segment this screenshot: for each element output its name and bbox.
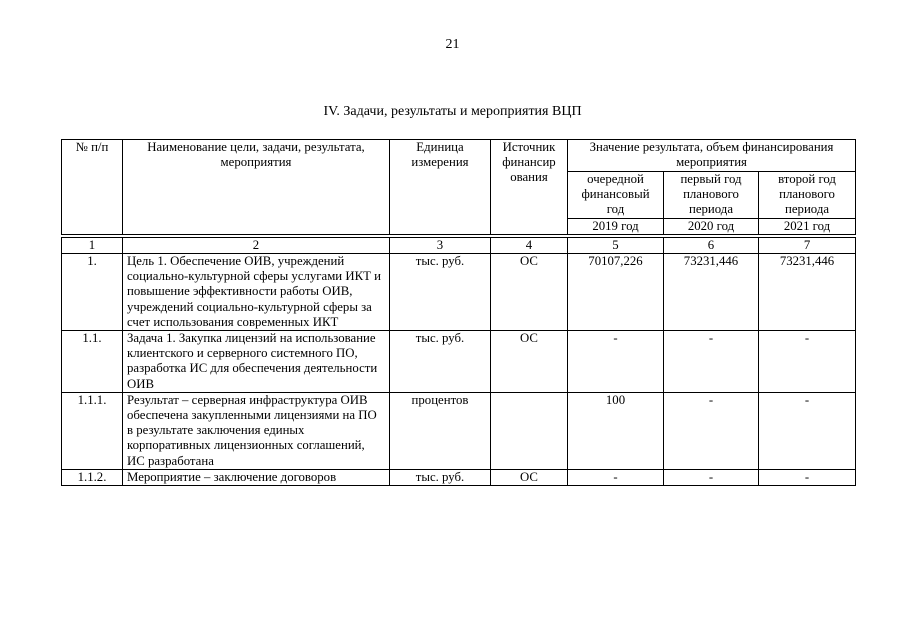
column-number: 3: [390, 237, 491, 253]
row-value-2020: -: [664, 392, 759, 469]
row-name: Цель 1. Обеспечение ОИВ, учреждений социально-культурной сферы услугами ИКТ и повышение эффективности работы ОИВ, учреждений социально-культурной сферы за счет использования современных ИКТ: [123, 254, 390, 331]
row-unit: процентов: [390, 392, 491, 469]
row-source: [491, 392, 568, 469]
header-year-1: 2019 год: [568, 218, 664, 234]
column-number: 4: [491, 237, 568, 253]
column-number: 5: [568, 237, 664, 253]
header-name: Наименование цели, задачи, результата, мероприятия: [123, 140, 390, 235]
row-value-2020: -: [664, 469, 759, 485]
row-num: 1.1.: [62, 331, 123, 393]
row-unit: тыс. руб.: [390, 469, 491, 485]
row-unit: тыс. руб.: [390, 254, 491, 331]
table-row: [62, 469, 856, 485]
column-number: 7: [759, 237, 856, 253]
row-value-2021: -: [759, 469, 856, 485]
row-source: ОС: [491, 331, 568, 393]
tasks-table: [61, 139, 856, 486]
row-value-2021: -: [759, 392, 856, 469]
page-number: 21: [445, 37, 460, 52]
row-value-2020: -: [664, 331, 759, 393]
row-value-2020: 73231,446: [664, 254, 759, 331]
row-value-2019: 70107,226: [568, 254, 664, 331]
table-row: [62, 392, 856, 469]
row-source: ОС: [491, 254, 568, 331]
column-number: 2: [123, 237, 390, 253]
header-period-3: второй год планового периода: [759, 172, 856, 219]
row-value-2019: 100: [568, 392, 664, 469]
header-num: № п/п: [62, 140, 123, 235]
row-num: 1.: [62, 254, 123, 331]
header-unit: Единица измерения: [390, 140, 491, 235]
column-number: 6: [664, 237, 759, 253]
header-source: Источник финансир ования: [491, 140, 568, 235]
row-value-2019: -: [568, 469, 664, 485]
header-row-1: [62, 140, 856, 172]
row-value-2019: -: [568, 331, 664, 393]
table-row: [62, 331, 856, 393]
row-num: 1.1.1.: [62, 392, 123, 469]
row-source: ОС: [491, 469, 568, 485]
row-name: Мероприятие – заключение договоров: [123, 469, 390, 485]
header-period-1: очередной финансовый год: [568, 172, 664, 219]
row-unit: тыс. руб.: [390, 331, 491, 393]
section-title: IV. Задачи, результаты и мероприятия ВЦП: [323, 104, 582, 119]
row-name: Задача 1. Закупка лицензий на использование клиентского и серверного системного ПО, разработка ИС для обеспечения деятельности ОИВ: [123, 331, 390, 393]
column-number: 1: [62, 237, 123, 253]
header-year-2: 2020 год: [664, 218, 759, 234]
header-value-group: Значение результата, объем финансирования мероприятия: [568, 140, 856, 172]
row-name: Результат – серверная инфраструктура ОИВ обеспечена закупленными лицензиями на ПО в результате заключения единых корпоративных лицензионных соглашений, ИС разработана: [123, 392, 390, 469]
header-year-3: 2021 год: [759, 218, 856, 234]
table-row: [62, 254, 856, 331]
column-number-row: [62, 237, 856, 253]
row-value-2021: -: [759, 331, 856, 393]
header-period-2: первый год планового периода: [664, 172, 759, 219]
row-num: 1.1.2.: [62, 469, 123, 485]
row-value-2021: 73231,446: [759, 254, 856, 331]
